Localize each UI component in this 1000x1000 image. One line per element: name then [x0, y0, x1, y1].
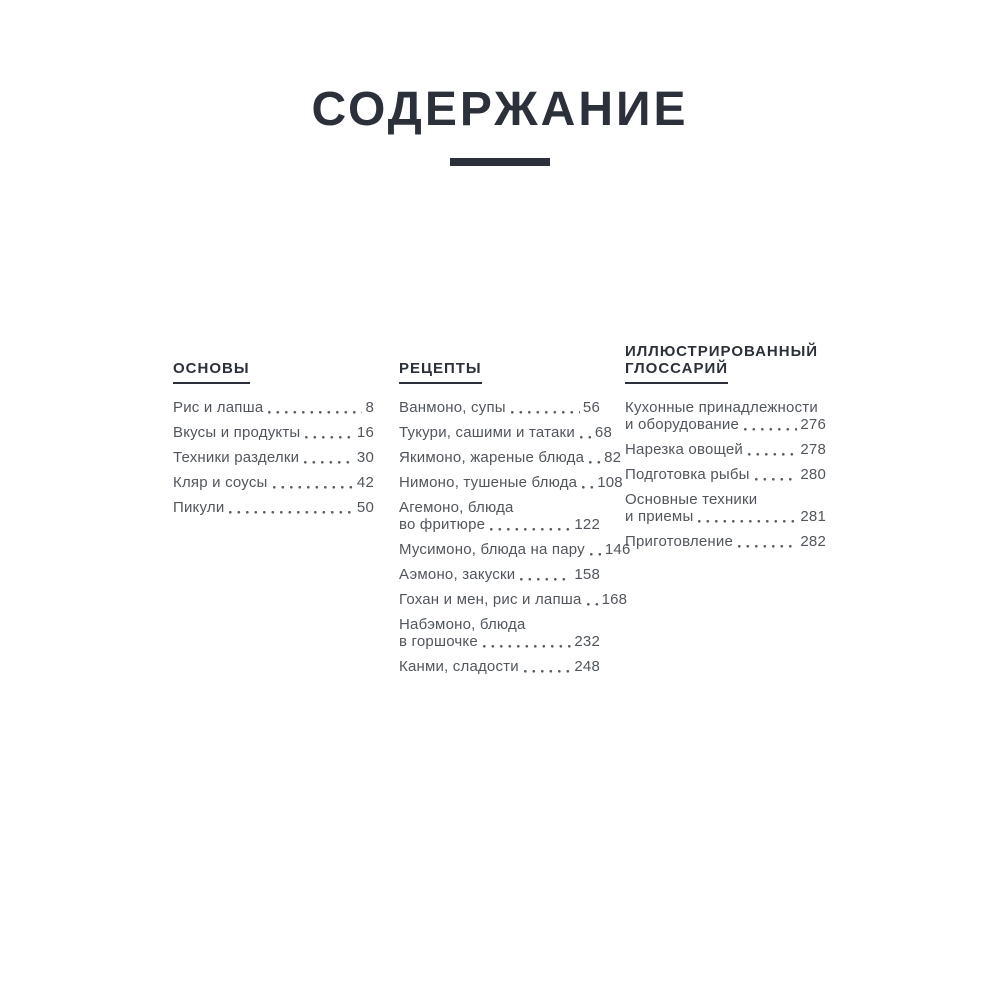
toc-entry-label-line1: Кухонные принадлежности — [625, 399, 818, 416]
toc-entry — [399, 566, 600, 583]
toc-entry-label: Кляр и соусы — [173, 474, 268, 491]
dot-leader — [587, 603, 599, 606]
toc-entry-label-line2: во фритюре — [399, 516, 486, 533]
toc-items — [399, 399, 631, 675]
toc-entry — [399, 591, 628, 608]
dot-leader — [524, 670, 572, 673]
toc-items — [625, 399, 826, 550]
toc-entry-label-line1: Набэмоно, блюда — [399, 616, 526, 633]
dot-leader — [582, 486, 594, 489]
column-heading: РЕЦЕПТЫ — [399, 360, 482, 384]
toc-column-recipes — [399, 338, 631, 683]
toc-entry — [173, 499, 374, 516]
toc-entry-label-line2: и приемы — [625, 508, 694, 525]
column-heading-line2: ГЛОССАРИЙ — [625, 360, 728, 384]
toc-entry — [625, 533, 826, 550]
toc-entry — [399, 658, 600, 675]
title-underline-rule — [450, 158, 550, 166]
toc-entry-label: Техники разделки — [173, 449, 300, 466]
dot-leader — [590, 553, 602, 556]
dot-leader — [755, 478, 798, 481]
toc-entry-label: Ванмоно, супы — [399, 399, 506, 416]
toc-entry-page: 122 — [574, 516, 600, 533]
toc-entry-label: Якимоно, жареные блюда — [399, 449, 585, 466]
toc-entry — [173, 399, 374, 416]
toc-entry-label-line2: и оборудование — [625, 416, 740, 433]
dot-leader — [511, 411, 580, 414]
toc-entry — [625, 466, 826, 483]
toc-entry-page: 232 — [574, 633, 600, 650]
toc-entry — [399, 474, 623, 491]
dot-leader — [304, 461, 354, 464]
toc-entry — [625, 441, 826, 458]
toc-entry-page: 276 — [800, 416, 826, 433]
toc-entry-label: Рис и лапша — [173, 399, 264, 416]
page-header — [0, 83, 1000, 166]
toc-entry — [399, 449, 622, 466]
toc-entry — [625, 491, 826, 525]
toc-items — [173, 399, 374, 516]
dot-leader — [580, 436, 592, 439]
toc-column-basics — [173, 338, 374, 683]
column-heading-area — [173, 338, 374, 384]
toc-entry — [399, 541, 631, 558]
toc-column-glossary — [625, 338, 826, 683]
dot-leader — [738, 545, 797, 548]
dot-leader — [305, 436, 354, 439]
dot-leader — [273, 486, 354, 489]
toc-entry — [399, 499, 600, 533]
toc-entry-page: 281 — [800, 508, 826, 525]
toc-entry-label: Тукури, сашими и татаки — [399, 424, 575, 441]
toc-entry-label: Приготовление — [625, 533, 734, 550]
dot-leader — [483, 645, 571, 648]
toc-entry — [399, 616, 600, 650]
toc-entry-label: Подготовка рыбы — [625, 466, 750, 483]
toc-entry-page: 68 — [594, 424, 612, 441]
toc-entry-page: 278 — [800, 441, 826, 458]
toc-entry-label-line2: в горшочке — [399, 633, 478, 650]
toc-entry-label: Мусимоно, блюда на пару — [399, 541, 585, 558]
toc-entry-label: Нимоно, тушеные блюда — [399, 474, 578, 491]
toc-entry-page: 50 — [356, 499, 374, 516]
toc-entry-page: 42 — [356, 474, 374, 491]
toc-columns — [173, 338, 826, 683]
dot-leader — [748, 453, 797, 456]
dot-leader — [744, 428, 797, 431]
toc-entry — [173, 449, 374, 466]
dot-leader — [698, 520, 797, 523]
toc-entry-page: 282 — [800, 533, 826, 550]
dot-leader — [490, 528, 571, 531]
toc-entry-page: 82 — [604, 449, 622, 466]
dot-leader — [229, 511, 354, 514]
toc-entry-label: Канми, сладости — [399, 658, 519, 675]
toc-entry-label: Вкусы и продукты — [173, 424, 301, 441]
column-heading-area — [399, 338, 600, 384]
toc-entry-page: 30 — [356, 449, 374, 466]
toc-entry — [173, 424, 374, 441]
toc-entry — [399, 424, 612, 441]
column-heading-line1: ИЛЛЮСТРИРОВАННЫЙ — [625, 343, 819, 360]
column-heading: ОСНОВЫ — [173, 360, 250, 384]
toc-entry — [625, 399, 826, 433]
toc-entry-page: 158 — [574, 566, 600, 583]
toc-entry-page: 108 — [597, 474, 623, 491]
toc-entry-label-line1: Агемоно, блюда — [399, 499, 514, 516]
toc-entry — [399, 399, 600, 416]
toc-entry-page: 16 — [356, 424, 374, 441]
toc-entry-label: Гохан и мен, рис и лапша — [399, 591, 582, 608]
dot-leader — [520, 578, 571, 581]
toc-entry-page: 146 — [604, 541, 631, 558]
toc-entry-page: 56 — [582, 399, 600, 416]
toc-entry-label: Нарезка овощей — [625, 441, 743, 458]
column-heading-area — [625, 338, 826, 384]
toc-entry-page: 248 — [574, 658, 600, 675]
toc-entry-page: 280 — [800, 466, 826, 483]
toc-entry-label: Аэмоно, закуски — [399, 566, 516, 583]
toc-entry-page: 8 — [365, 399, 374, 416]
page-title: СОДЕРЖАНИЕ — [311, 83, 689, 136]
toc-entry — [173, 474, 374, 491]
toc-entry-label-line1: Основные техники — [625, 491, 758, 508]
dot-leader — [268, 411, 362, 414]
toc-entry-label: Пикули — [173, 499, 225, 516]
toc-entry-page: 168 — [601, 591, 628, 608]
dot-leader — [589, 461, 601, 464]
